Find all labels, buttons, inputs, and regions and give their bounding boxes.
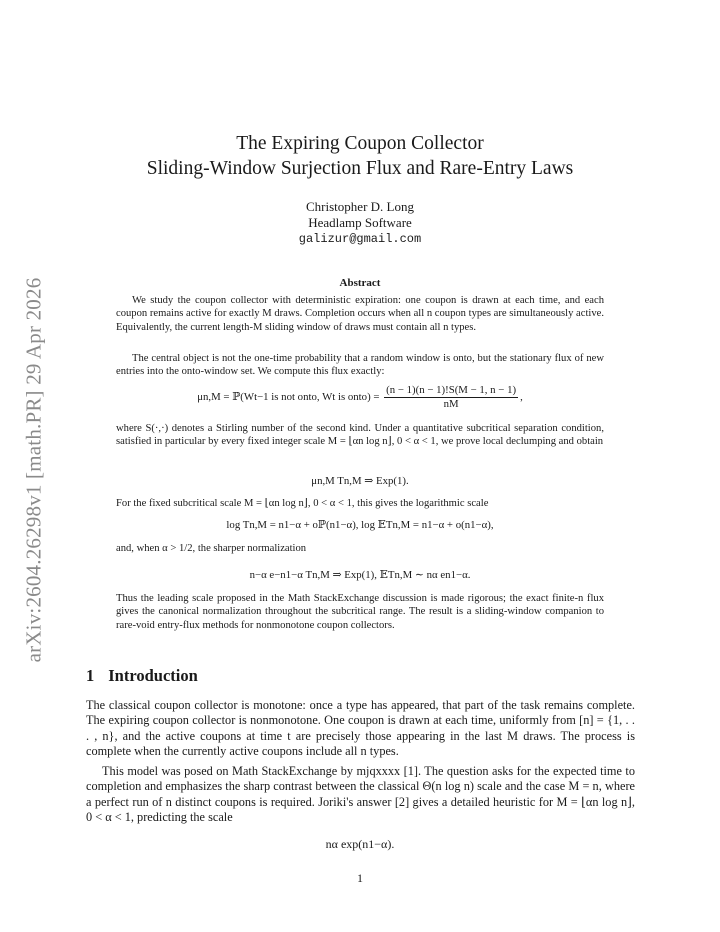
author-email: galizur@gmail.com <box>298 232 422 246</box>
arxiv-identifier: arXiv:2604.26298v1 [math.PR] 29 Apr 2026 <box>21 277 46 663</box>
equation-log-scale: log Tn,M = n1−α + oℙ(n1−α), log 𝔼Tn,M = n1−α + o(n1−α), <box>226 519 494 531</box>
paper-title <box>0 131 720 181</box>
equation-normalization: n−α e−n1−α Tn,M ⇒ Exp(1), 𝔼Tn,M ∼ nα en1−α. <box>249 569 471 581</box>
abstract-heading: Abstract <box>339 277 381 289</box>
author-name: Christopher D. Long <box>306 199 414 214</box>
page-number: 1 <box>357 871 363 885</box>
equation-flux: μn,M = ℙ(Wt−1 is not onto, Wt is onto) = $\frac{(n - 1)(n - 1)!S(M - 1, n - 1)}{nM}$ , <box>197 384 523 410</box>
equation-flux-lhs: μn,M = ℙ(Wt−1 is not onto, Wt is onto) = <box>197 390 380 403</box>
equation-declumping: μn,M Tn,M ⇒ Exp(1). <box>311 475 409 487</box>
abstract-paragraph-2: The central object is not the one-time probability that a random window is onto, but the stationary flux of new entries into the onto-window set. We compute this flux exactly: <box>116 353 604 378</box>
title-line-2: Sliding-Window Surjection Flux and Rare-Entry Laws <box>146 158 574 179</box>
abstract-paragraph-5: and, when α > 1/2, the sharper normalization <box>116 543 307 554</box>
equation-predicted-scale: nα exp(n1−α). <box>325 837 395 851</box>
intro-paragraph-2: This model was posed on Math StackExchange by mjqxxxx [1]. The question asks for the expected time to completion and emphasizes the sharp contrast between the classical Θ(n log n) scale and the case M = n, where a perfect run of n distinct coupons is required. Joriki's answer [2] gives a detailed heuristic for M = ⌊αn log n⌋, 0 < α < 1, predicting the scale <box>86 764 635 825</box>
author-affiliation: Headlamp Software <box>308 215 412 230</box>
intro-paragraph-1: The classical coupon collector is monotone: once a type has appeared, that part of the task remains complete. The expiring coupon collector is nonmonotone. One coupon is drawn at each time, uniformly from [n] = {1, . . . , n}, and the active coupons at time t are precisely those appearing in the last M draws. The process is complete when the currently active coupons include all n types. <box>86 698 635 759</box>
abstract-paragraph-6: Thus the leading scale proposed in the Math StackExchange discussion is made rigorous; the exact finite-n flux gives the canonical normalization throughout the subcritical range. The result is a sliding-window companion to rare-void entry-flux methods for nonmonotone coupon collectors. <box>116 593 604 631</box>
equation-flux-numerator: (n − 1)(n − 1)!S(M − 1, n − 1) <box>386 384 517 396</box>
title-line-1: The Expiring Coupon Collector <box>236 133 484 154</box>
equation-flux-denominator: nM <box>443 398 459 410</box>
section-title: Introduction <box>108 666 198 685</box>
section-heading <box>86 666 198 686</box>
section-number: 1 <box>86 666 95 685</box>
abstract-paragraph-1: We study the coupon collector with deterministic expiration: one coupon is drawn at each time, and each coupon remains active for exactly M draws. Completion occurs when all n coupon types are simultaneously active. Equivalently, the current length-M sliding window of draws must contain all n types. <box>116 295 604 333</box>
abstract-paragraph-3: where S(·,·) denotes a Stirling number of the second kind. Under a quantitative subcritical separation condition, satisfied in particular by every fixed integer scale M = ⌊αn log n⌋, 0 < α < 1, we prove local declumping and obtain <box>116 423 604 448</box>
equation-flux-fraction <box>384 384 518 411</box>
abstract-paragraph-4: For the fixed subcritical scale M = ⌊αn log n⌋, 0 < α < 1, this gives the logarithmic scale <box>116 498 489 509</box>
author-block <box>0 199 720 247</box>
